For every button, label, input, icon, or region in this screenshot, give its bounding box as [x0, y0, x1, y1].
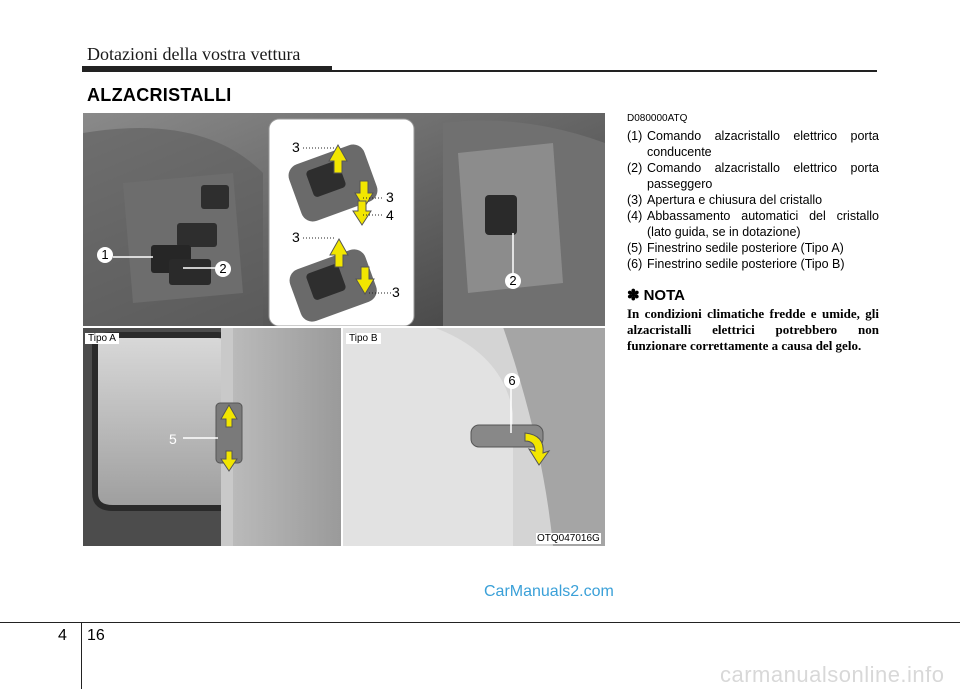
lock-switch — [177, 223, 217, 247]
callout-3-c: 3 — [292, 229, 300, 245]
asterisk-icon: ✽ — [627, 287, 640, 304]
callout-1: 1 — [97, 247, 113, 263]
nota-heading — [627, 286, 879, 304]
list-item: (5) Finestrino sedile posteriore (Tipo A) — [627, 241, 844, 255]
callout-3-b: 3 — [386, 189, 394, 205]
rear-window-glass — [95, 335, 233, 508]
header-rule — [82, 70, 877, 72]
callout-2-passenger: 2 — [505, 273, 521, 289]
list-item: (2) Comando alzacristallo elettrico porta passeggero — [627, 161, 879, 191]
driver-switch-2 — [169, 259, 211, 285]
figure-illustration — [83, 113, 605, 546]
figure-code: OTQ047016G — [537, 533, 600, 544]
section-number: 4 — [58, 627, 67, 644]
list-item: (4) Abbassamento automatici del cristallo (lato guida, se in dotazione) — [627, 209, 879, 239]
callout-3-d: 3 — [392, 284, 400, 300]
description-column — [627, 113, 879, 354]
running-header: Dotazioni della vostra vettura — [87, 44, 301, 64]
watermark-link[interactable]: CarManuals2.com — [484, 583, 614, 600]
list-item: (1) Comando alzacristallo elettrico porta conducente — [627, 129, 879, 159]
power-window-figure — [83, 113, 605, 546]
callout-4: 4 — [386, 207, 394, 223]
passenger-switch — [485, 195, 517, 235]
callout-5: 5 — [169, 431, 177, 447]
tipo-a-label: Tipo A — [85, 333, 119, 344]
document-code: D080000ATQ — [627, 113, 688, 124]
mirror-switch — [201, 185, 229, 209]
footer-rule — [0, 622, 960, 623]
nota-title: NOTA — [643, 286, 685, 304]
callout-6: 6 — [504, 373, 520, 389]
nota-text: In condizioni climatiche fredde e umide, gli alzacristalli elettrici potrebbero non funzionare correttamente a causa del gelo. — [627, 306, 879, 353]
list-item: (3) Apertura e chiusura del cristallo — [627, 193, 823, 207]
tipo-b-label: Tipo B — [346, 333, 381, 344]
footer-divider — [81, 622, 82, 689]
callout-2-driver: 2 — [215, 261, 231, 277]
callout-3-a: 3 — [292, 139, 300, 155]
site-watermark: carmanualsonline.info — [720, 662, 945, 687]
section-title: ALZACRISTALLI — [87, 85, 232, 105]
list-item: (6) Finestrino sedile posteriore (Tipo B) — [627, 257, 845, 271]
page-number: 16 — [87, 627, 105, 644]
